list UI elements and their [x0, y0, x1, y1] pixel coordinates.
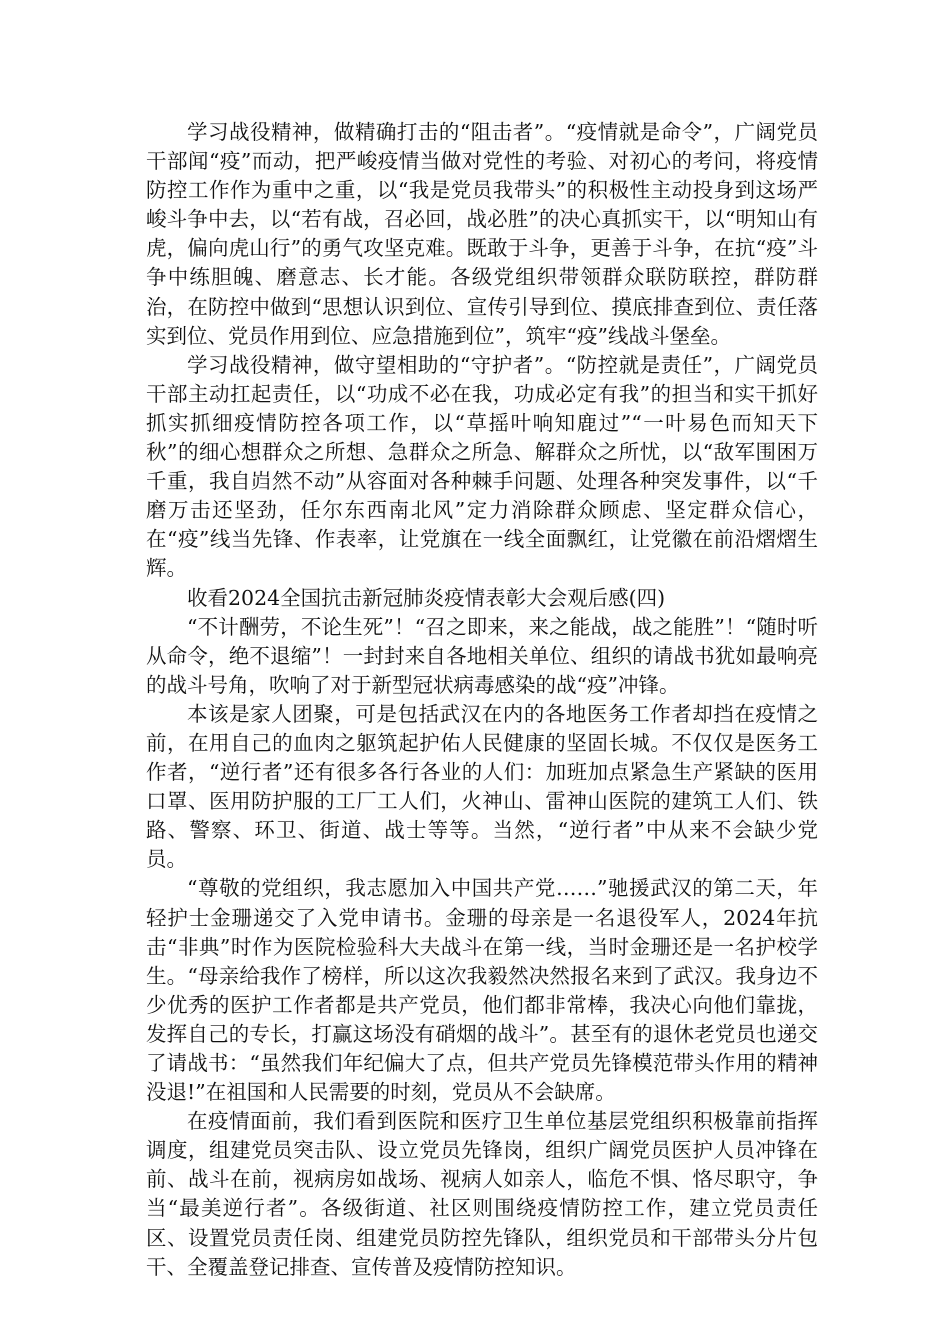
paragraph-battle-call: “不计酬劳，不论生死”！“召之即来，来之能战，战之能胜”！“随时听从命令，绝不退缩”！一封封来自各地相关单位、组织的请战书犹如最响亮的战斗号角，吹响了对于新型冠状病毒感染的战“疫”冲锋。 [146, 614, 818, 697]
paragraph-nurse: “尊敬的党组织，我志愿加入中国共产党……”驰援武汉的第二天，年轻护士金珊递交了入党申请书。金珊的母亲是一名退役军人，2024年抗击“非典”时作为医院检验科大夫战斗在第一线，当时金珊还是一名护校学生。“母亲给我作了榜样，所以这次我毅然决然报名来到了武汉。我身边不少优秀的医护工作者都是共产党员，他们都非常棒，我决心向他们靠拢，发挥自己的专长，打赢这场没有硝烟的战斗”。甚至有的退休老党员也递交了请战书：“虽然我们年纪偏大了点，但共产党员先锋模范带头作用的精神没退!”在祖国和人民需要的时刻，党员从不会缺席。 [146, 876, 818, 1105]
paragraph-retrograde: 本该是家人团聚，可是包括武汉在内的各地医务工作者却挡在疫情之前，在用自己的血肉之躯筑起护佑人民健康的坚固长城。不仅仅是医务工作者，“逆行者”还有很多各行各业的人们：加班加点紧急生产紧缺的医用口罩、医用防护服的工厂工人们，火神山、雷神山医院的建筑工人们、铁路、警察、环卫、街道、战士等等。当然，“逆行者”中从来不会缺少党员。 [146, 701, 818, 872]
paragraph-blocking: 学习战役精神，做精确打击的“阻击者”。“疫情就是命令”，广阔党员干部闻“疫”而动，把严峻疫情当做对党性的考验、对初心的考问，将疫情防控工作作为重中之重，以“我是党员我带头”的积极性主动投身到这场严峻斗争中去，以“若有战，召必回，战必胜”的决心真抓实干，以“明知山有虎，偏向虎山行”的勇气攻坚克难。既敢于斗争，更善于斗争，在抗“疫”斗争中练胆魄、磨意志、长才能。各级党组织带领群众联防联控，群防群治，在防控中做到“思想认识到位、宣传引导到位、摸底排查到位、责任落实到位、党员作用到位、应急措施到位”，筑牢“疫”线战斗堡垒。 [146, 120, 818, 348]
document-page [146, 118, 818, 1282]
paragraph-party-organization: 在疫情面前，我们看到医院和医疗卫生单位基层党组织积极靠前指挥调度，组建党员突击队、设立党员先锋岗，组织广阔党员医护人员冲锋在前、战斗在前，视病房如战场、视病人如亲人，临危不惧、恪尽职守，争当“最美逆行者”。各级街道、社区则围绕疫情防控工作，建立党员责任区、设置党员责任岗、组建党员防控先锋队，组织党员和干部带头分片包干、全覆盖登记排查、宣传普及疫情防控知识。 [146, 1109, 818, 1279]
paragraph-guarding: 学习战役精神，做守望相助的“守护者”。“防控就是责任”，广阔党员干部主动扛起责任，以“功成不必在我，功成必定有我”的担当和实干抓好抓实抓细疫情防控各项工作，以“草摇叶响知鹿过”“一叶易色而知天下秋”的细心想群众之所想、急群众之所急、解群众之所忧，以“敌军围困万千重，我自岿然不动”从容面对各种棘手问题、处理各种突发事件，以“千磨万击还坚劲，任尔东西南北风”定力消除群众顾虑、坚定群众信心，在“疫”线当先锋、作表率，让党旗在一线全面飘红，让党徽在前沿熠熠生辉。 [146, 352, 818, 581]
section-title: 收看2024全国抗击新冠肺炎疫情表彰大会观后感(四) [187, 585, 666, 610]
